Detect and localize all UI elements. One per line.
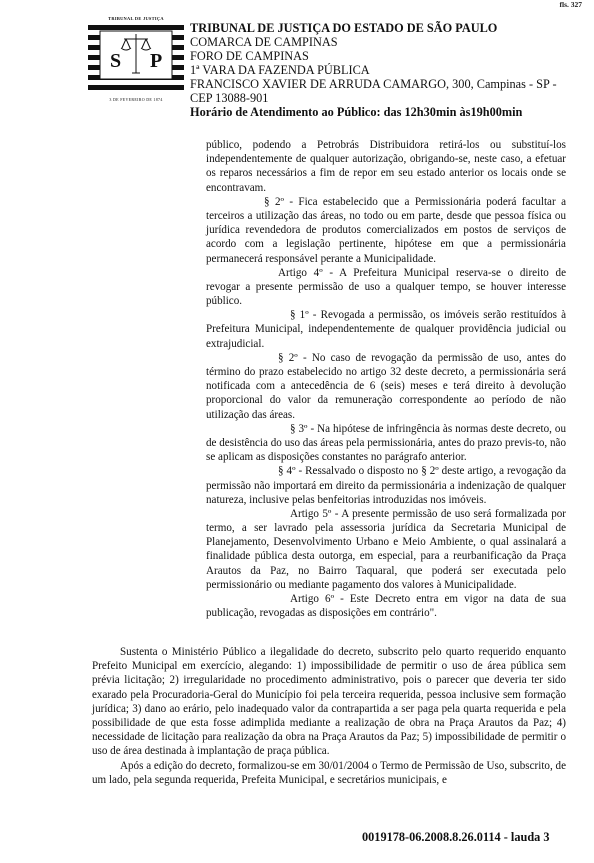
case-number-footer: 0019178-06.2008.8.26.0114 - lauda 3 [362,830,550,844]
document-header [190,21,570,119]
address-line-1: FRANCISCO XAVIER DE ARRUDA CAMARGO, 300, Campinas - SP - [190,77,557,91]
quote-paragraph: § 1º - Revogada a permissão, os imóveis serão restituídos à Prefeitura Municipal, independentemente de qualquer providência judicial ou extrajudicial. [206,309,566,350]
address-line-2: CEP 13088-901 [190,91,269,105]
quote-paragraph: público, podendo a Petrobrás Distribuidora retirá-los ou substituí-los independentemente de qualquer autorização, obrigando-se, neste caso, a efetuar os reparos necessários a fim de repor em seu estado anterior os locais onde se encontravam. [206,139,566,194]
seal-top-text: TRIBUNAL DE JUSTIÇA [108,16,164,21]
body-paragraph: Sustenta o Ministério Público a ilegalidade do decreto, subscrito pelo quarto requerido enquanto Prefeito Municipal em exercício, alegando: 1) impossibilidade de permitir o uso de área pública sem prévia licitação; 2) irregularidade no procedimento administrativo, pois o parecer que deveria ter sido exarado pela Procuradoria-Geral do Município foi pela terceira requerida, pessoa inclusive sem formação jurídica; 3) dano ao erário, pelo inadequado valor da contrapartida a ser paga pela quarta requerida e pela possibilidade de que esta fosse adimplida mediante a realização de obra na Praça Arautos da Paz; 4) necessidade de licitação para realização da obra na Praça Arautos da Paz; 5) impossibilidade de permitir o uso de área destinada à implantação de praça pública. [92,646,566,758]
court-seal-logo [88,16,184,104]
court-name: TRIBUNAL DE JUSTIÇA DO ESTADO DE SÃO PAULO [190,21,498,35]
office-hours: Horário de Atendimento ao Público: das 12h30min às19h00min [190,105,523,119]
quote-paragraph: Artigo 6º - Este Decreto entra em vigor na data de sua publicação, revogadas as disposições em contrário". [206,593,566,620]
quote-paragraph: Artigo 5º - A presente permissão de uso será formalizada por termo, a ser lavrado pela assessoria jurídica da Secretaria Municipal de Planejamento, Desenvolvimento Urbano e Meio Ambiente, o qual assinalará a finalidade pública desta outorga, em especial, para a reurbanificação da Praça Arautos da Paz, no Bairro Taquaral, que poderá ser executada pelo permissionário ou mediante pagamento dos valores à Municipalidade. [206,507,566,591]
quote-paragraph: § 3º - Na hipótese de infringência às normas deste decreto, ou de desistência do uso das áreas pela permissionária, antes do prazo previs-to, não se aplicam as disposições constantes no parágrafo anterior. [206,422,566,464]
seal-emblem-icon [88,21,184,91]
seal-bottom-text: 3 DE FEVEREIRO DE 1874 [109,97,163,102]
quoted-decree [206,138,566,620]
foro-line: FORO DE CAMPINAS [190,49,309,63]
vara-line: 1ª VARA DA FAZENDA PÚBLICA [190,63,370,77]
quote-paragraph: § 4º - Ressalvado o disposto no § 2º deste artigo, a revogação da permissão não importará em direito da permissionária a indenização de qualquer natureza, inclusive pelas benfeitorias introduzidas nos imóveis. [206,465,566,506]
seal-letter-left: S [110,50,122,72]
quote-paragraph: Artigo 4º - A Prefeitura Municipal reserva-se o direito de revogar a presente permissão de uso a qualquer tempo, se houver interesse público. [206,266,566,308]
quote-paragraph: § 2º - Fica estabelecido que a Permissionária poderá facultar a terceiros a utilização das áreas, no todo ou em parte, desde que pessoa física ou jurídica revendedora de produtos comercializados em postos de serviços de acordo com a legislação pertinente, hipótese em que a permissionária permanecerá responsável perante a Municipalidade. [206,195,566,265]
seal-letter-right: P [150,50,163,72]
body-paragraph: Após a edição do decreto, formalizou-se em 30/01/2004 o Termo de Permissão de Uso, subscrito, de um lado, pela segunda requerida, Prefeita Municipal, e secretários municipais, e [92,759,566,786]
quote-paragraph: § 2º - No caso de revogação da permissão de uso, antes do término do prazo estabelecido no artigo 32 deste decreto, a permissionária será notificada com a antecedência de 6 (seis) meses e terá direito à devolução proporcional do valor da remuneração correspondente ao período de não utilização das áreas. [206,351,566,421]
body-text [92,645,566,787]
page-number: fls. 327 [559,0,582,9]
comarca-line: COMARCA DE CAMPINAS [190,35,338,49]
